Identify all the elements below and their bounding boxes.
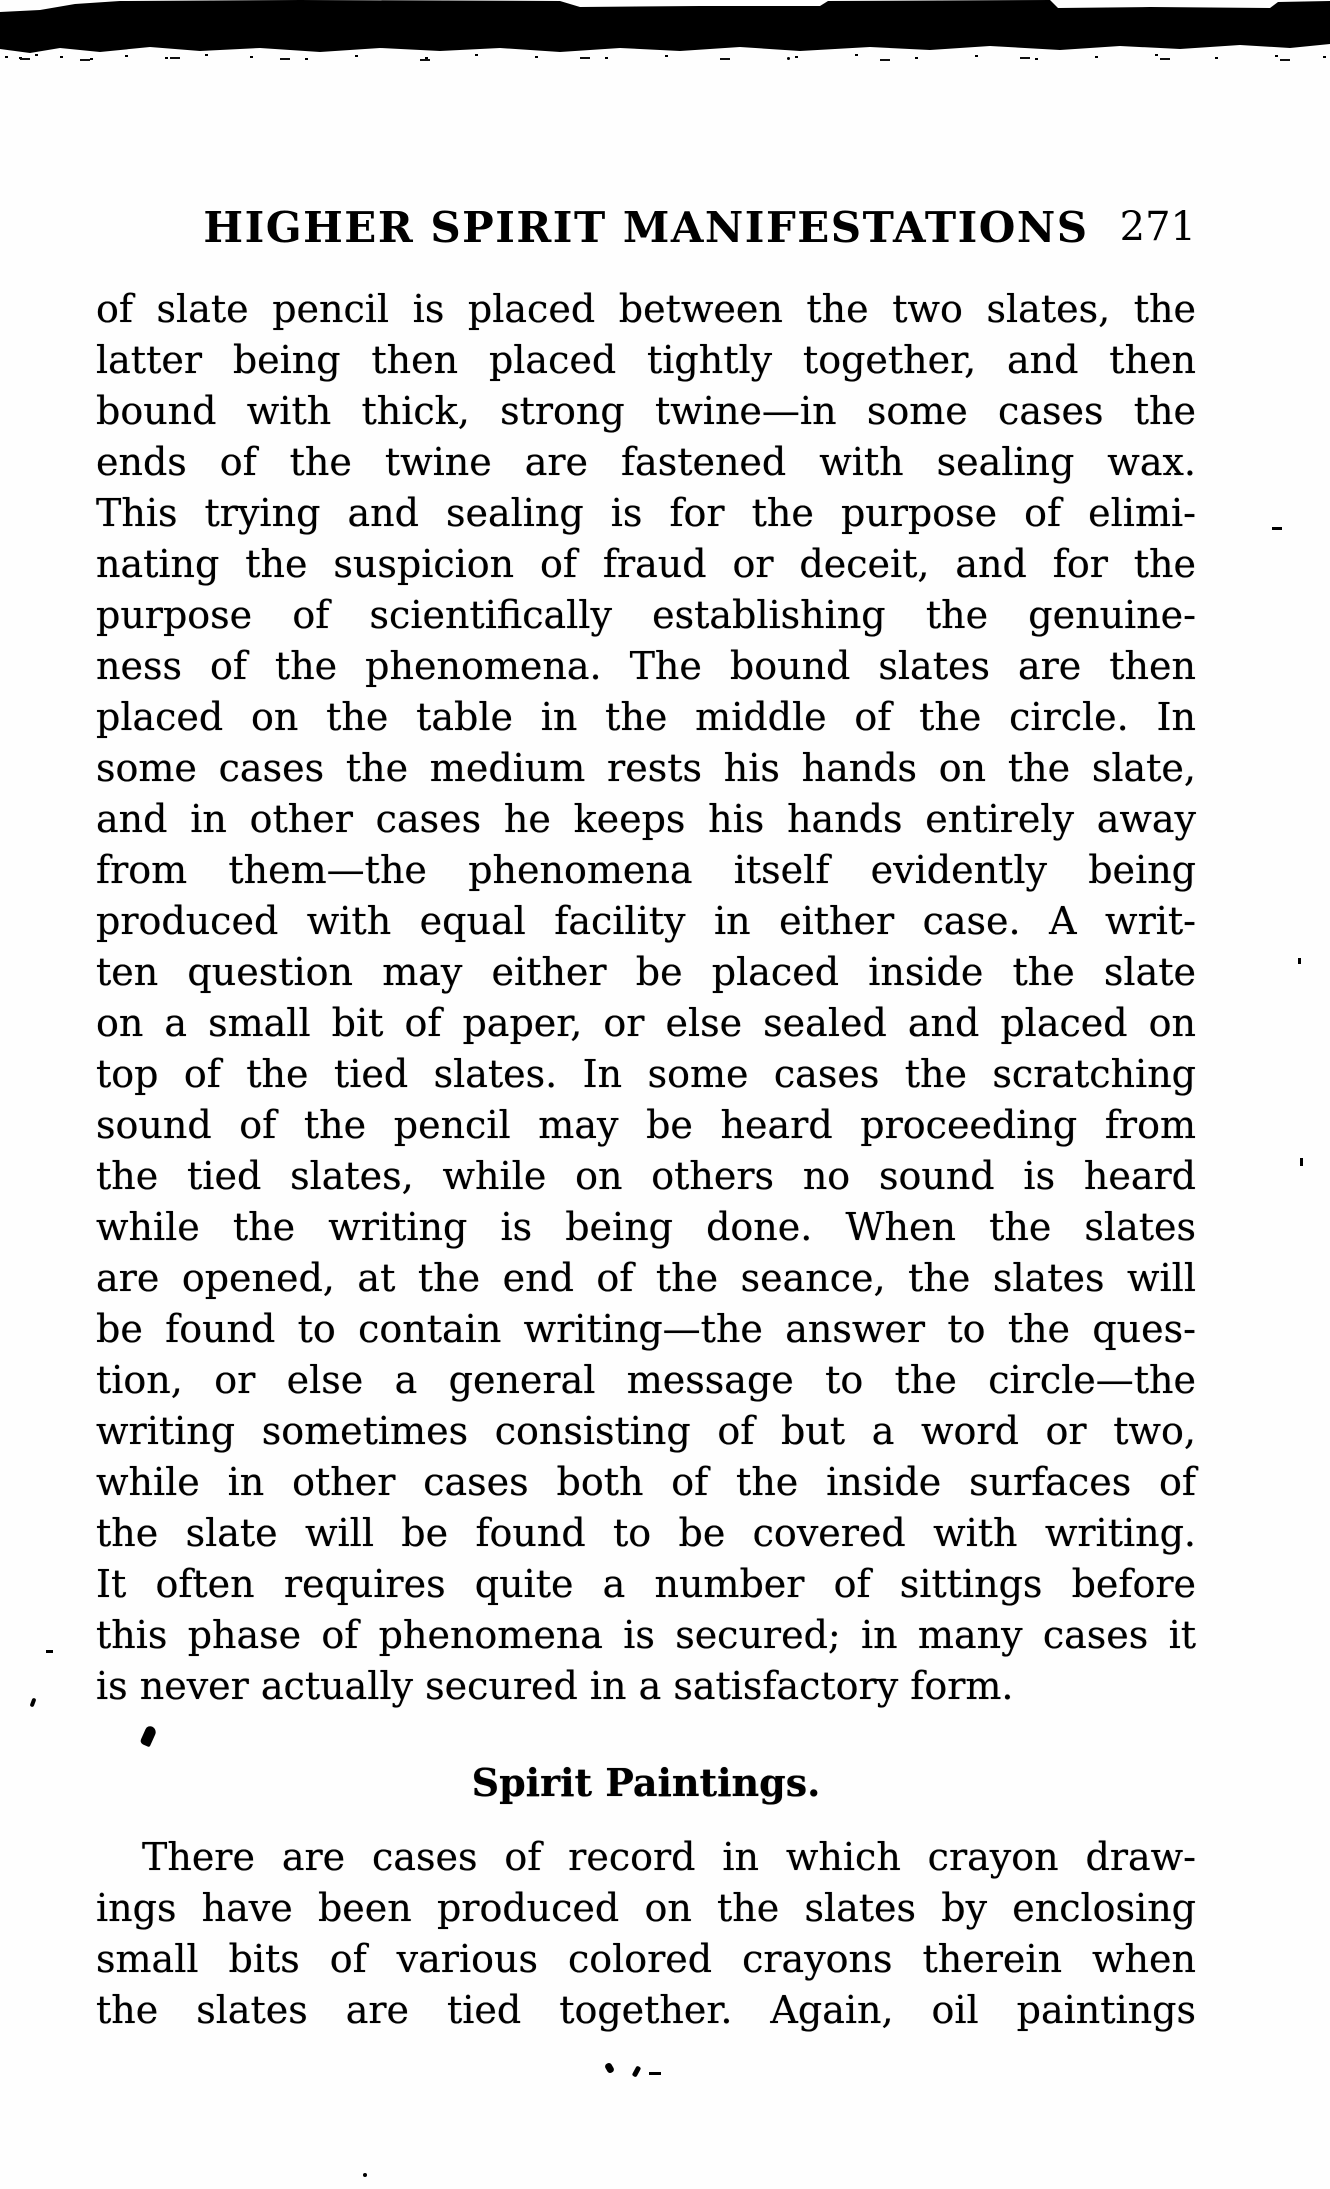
ink-speck xyxy=(787,57,790,60)
text-line: of slate pencil is placed between the two slates, the xyxy=(96,287,1196,331)
page-number: 271 xyxy=(1119,204,1196,250)
text-line: the slate will be found to be covered with writing. xyxy=(96,1511,1196,1555)
text-line: from them—the phenomena itself evidently being xyxy=(96,848,1196,892)
text-column xyxy=(96,0,1196,2189)
ink-speck xyxy=(30,1698,37,1708)
text-line: some cases the medium rests his hands on the slate, xyxy=(96,746,1196,790)
text-line: ness of the phenomena. The bound slates are then xyxy=(96,644,1196,688)
scan-noise-specks xyxy=(5,56,8,58)
ink-speck xyxy=(46,1650,53,1653)
paragraph-slate-writing xyxy=(96,284,1196,1712)
text-line: is never actually secured in a satisfactory form. xyxy=(96,1664,1014,1708)
section-heading: Spirit Paintings. xyxy=(471,1760,821,1805)
text-line: the tied slates, while on others no sound is heard xyxy=(96,1154,1196,1198)
text-line: while the writing is being done. When the slates xyxy=(96,1205,1196,1249)
text-line: ten question may either be placed inside the slate xyxy=(96,950,1196,994)
text-line: ends of the twine are fastened with sealing wax. xyxy=(96,440,1196,484)
text-line: ings have been produced on the slates by enclosing xyxy=(96,1886,1196,1930)
text-line: placed on the table in the middle of the circle. In xyxy=(96,695,1196,739)
text-line: It often requires quite a number of sittings before xyxy=(96,1562,1196,1606)
ink-speck xyxy=(649,2072,661,2075)
scan-noise-specks xyxy=(20,58,30,60)
text-line: This trying and sealing is for the purpose of elimi- xyxy=(96,491,1196,535)
running-header xyxy=(96,202,1196,253)
text-line: produced with equal facility in either case. A writ- xyxy=(96,899,1196,943)
text-line: small bits of various colored crayons therein when xyxy=(96,1937,1196,1981)
text-line: latter being then placed tightly together, and then xyxy=(96,338,1196,382)
page-title: HIGHER SPIRIT MANIFESTATIONS xyxy=(203,203,1089,252)
text-line: sound of the pencil may be heard proceeding from xyxy=(96,1103,1196,1147)
paragraph-spirit-paintings xyxy=(96,1832,1196,2036)
ink-speck xyxy=(1300,1158,1303,1166)
text-line: bound with thick, strong twine—in some cases the xyxy=(96,389,1196,433)
ink-speck xyxy=(363,2173,367,2177)
text-line: and in other cases he keeps his hands entirely away xyxy=(96,797,1196,841)
text-line: top of the tied slates. In some cases the scratching xyxy=(96,1052,1196,1096)
text-line: on a small bit of paper, or else sealed and placed on xyxy=(96,1001,1196,1045)
text-line: tion, or else a general message to the circle—the xyxy=(96,1358,1196,1402)
text-line: are opened, at the end of the seance, the slates will xyxy=(96,1256,1196,1300)
text-line: There are cases of record in which crayon draw- xyxy=(142,1835,1196,1879)
text-line: the slates are tied together. Again, oil paintings xyxy=(96,1988,1196,2032)
text-line: purpose of scientifically establishing the genuine- xyxy=(96,593,1196,637)
ink-speck xyxy=(1272,527,1282,530)
text-line: nating the suspicion of fraud or deceit, and for the xyxy=(96,542,1196,586)
text-line: be found to contain writing—the answer to the ques- xyxy=(96,1307,1196,1351)
text-line: this phase of phenomena is secured; in many cases it xyxy=(96,1613,1196,1657)
ink-speck xyxy=(1298,958,1301,964)
text-line: while in other cases both of the inside surfaces of xyxy=(96,1460,1196,1504)
text-line: writing sometimes consisting of but a word or two, xyxy=(96,1409,1196,1453)
